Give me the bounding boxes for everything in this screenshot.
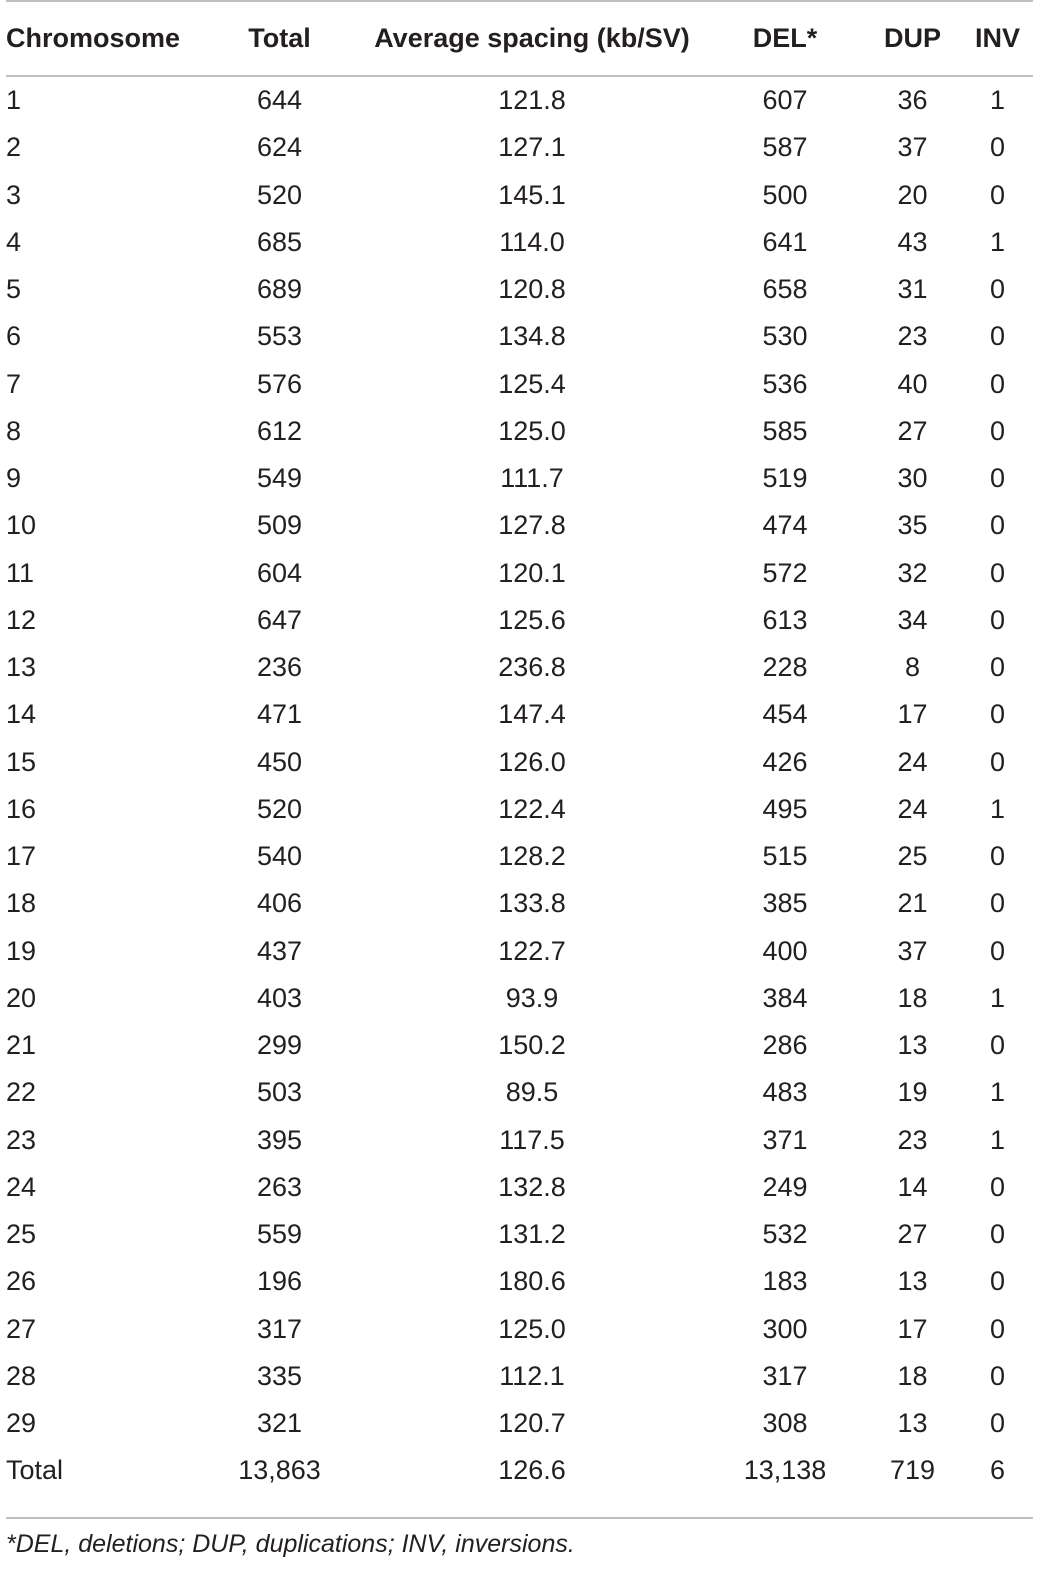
cell-dup: 18 xyxy=(897,982,928,1013)
cell-dup: 34 xyxy=(897,604,928,635)
cell-average-spacing: 125.0 xyxy=(498,1313,566,1344)
cell-dup: 21 xyxy=(897,888,928,919)
table-body xyxy=(6,77,1033,1495)
table-row xyxy=(6,1022,1033,1069)
cell-average-spacing: 125.0 xyxy=(498,415,566,446)
cell-del: 572 xyxy=(762,557,808,588)
cell-del: 300 xyxy=(762,1313,808,1344)
table-row xyxy=(6,1306,1033,1353)
cell-inv: 0 xyxy=(989,652,1006,683)
cell-del: 371 xyxy=(762,1124,808,1155)
cell-dup: 18 xyxy=(897,1360,928,1391)
cell-del: 474 xyxy=(762,510,808,541)
cell-del: 400 xyxy=(762,935,808,966)
table-row xyxy=(6,550,1033,597)
cell-total: 644 xyxy=(256,85,303,116)
cell-total: 335 xyxy=(256,1360,303,1391)
cell-dup: 13 xyxy=(897,1266,928,1297)
cell-total: 299 xyxy=(256,1030,303,1061)
cell-total: 520 xyxy=(256,179,303,210)
cell-dup: 19 xyxy=(897,1077,928,1108)
cell-chromosome: 27 xyxy=(6,1313,37,1344)
cell-chromosome: 17 xyxy=(6,841,37,872)
cell-inv: 0 xyxy=(989,1360,1006,1391)
cell-del: 530 xyxy=(762,321,808,352)
cell-total: 576 xyxy=(256,368,303,399)
cell-dup: 40 xyxy=(897,368,928,399)
cell-dup: 8 xyxy=(904,652,921,683)
cell-del: 500 xyxy=(762,179,808,210)
cell-total: 647 xyxy=(256,604,303,635)
table-row xyxy=(6,1069,1033,1116)
cell-dup: 27 xyxy=(897,415,928,446)
cell-del: 585 xyxy=(762,415,808,446)
cell-total: 236 xyxy=(256,652,303,683)
cell-del: 426 xyxy=(762,746,808,777)
cell-dup: 24 xyxy=(897,746,928,777)
table-row xyxy=(6,455,1033,502)
table-row xyxy=(6,739,1033,786)
column-header-total: Total xyxy=(248,23,311,53)
cell-total: 553 xyxy=(256,321,303,352)
cell-chromosome: 28 xyxy=(6,1360,37,1391)
cell-del: 641 xyxy=(762,226,808,257)
cell-inv: 0 xyxy=(989,1219,1006,1250)
cell-inv: 0 xyxy=(989,510,1006,541)
table-row xyxy=(6,928,1033,975)
cell-chromosome: 19 xyxy=(6,935,37,966)
cell-chromosome: 10 xyxy=(6,510,37,541)
column-header-average-spacing: Average spacing (kb/SV) xyxy=(374,23,690,53)
cell-total: 13,863 xyxy=(238,1455,321,1486)
cell-del: 249 xyxy=(762,1171,808,1202)
cell-chromosome: 12 xyxy=(6,604,37,635)
cell-dup: 31 xyxy=(897,274,928,305)
sv-chromosome-table xyxy=(6,0,1033,1495)
table-row xyxy=(6,361,1033,408)
cell-total: 509 xyxy=(256,510,303,541)
cell-average-spacing: 132.8 xyxy=(498,1171,566,1202)
cell-average-spacing: 122.4 xyxy=(498,793,566,824)
cell-chromosome: 8 xyxy=(6,415,22,446)
cell-dup: 13 xyxy=(897,1030,928,1061)
cell-average-spacing: 122.7 xyxy=(498,935,566,966)
cell-inv: 0 xyxy=(989,699,1006,730)
cell-total: 263 xyxy=(256,1171,303,1202)
cell-total: 689 xyxy=(256,274,303,305)
cell-average-spacing: 147.4 xyxy=(498,699,566,730)
cell-chromosome: 14 xyxy=(6,699,37,730)
cell-inv: 6 xyxy=(989,1455,1006,1486)
table-row xyxy=(6,266,1033,313)
cell-chromosome: 15 xyxy=(6,746,37,777)
cell-chromosome: 4 xyxy=(6,226,22,257)
cell-dup: 43 xyxy=(897,226,928,257)
cell-inv: 0 xyxy=(989,604,1006,635)
cell-average-spacing: 112.1 xyxy=(499,1360,565,1391)
cell-dup: 17 xyxy=(897,1313,928,1344)
cell-del: 607 xyxy=(762,85,808,116)
cell-chromosome: 16 xyxy=(6,793,37,824)
cell-dup: 37 xyxy=(897,132,928,163)
cell-dup: 13 xyxy=(897,1408,928,1439)
cell-chromosome: Total xyxy=(6,1455,64,1486)
cell-chromosome: 5 xyxy=(6,274,22,305)
cell-dup: 719 xyxy=(889,1455,936,1486)
table-row xyxy=(6,597,1033,644)
cell-del: 536 xyxy=(762,368,808,399)
cell-total: 559 xyxy=(256,1219,303,1250)
cell-dup: 20 xyxy=(897,179,928,210)
cell-inv: 0 xyxy=(989,415,1006,446)
cell-del: 228 xyxy=(762,652,808,683)
cell-total: 471 xyxy=(256,699,303,730)
cell-inv: 0 xyxy=(989,1266,1006,1297)
cell-inv: 0 xyxy=(989,132,1006,163)
cell-average-spacing: 89.5 xyxy=(505,1077,559,1108)
cell-inv: 0 xyxy=(989,1171,1006,1202)
table-row xyxy=(6,1211,1033,1258)
cell-del: 515 xyxy=(762,841,808,872)
column-header-inv: INV xyxy=(974,23,1020,53)
table-bottom-rule xyxy=(6,1517,1033,1519)
cell-del: 454 xyxy=(762,699,808,730)
cell-average-spacing: 120.7 xyxy=(498,1408,566,1439)
cell-dup: 35 xyxy=(897,510,928,541)
cell-inv: 0 xyxy=(989,463,1006,494)
table-row xyxy=(6,1353,1033,1400)
cell-chromosome: 29 xyxy=(6,1408,37,1439)
cell-dup: 25 xyxy=(897,841,928,872)
table-row xyxy=(6,1400,1033,1447)
table-row xyxy=(6,219,1033,266)
cell-average-spacing: 120.8 xyxy=(498,274,566,305)
cell-average-spacing: 127.1 xyxy=(498,132,566,163)
cell-average-spacing: 133.8 xyxy=(498,888,566,919)
cell-total: 604 xyxy=(256,557,303,588)
table-row xyxy=(6,644,1033,691)
cell-inv: 1 xyxy=(989,793,1006,824)
cell-del: 519 xyxy=(762,463,808,494)
cell-dup: 32 xyxy=(897,557,928,588)
cell-chromosome: 22 xyxy=(6,1077,37,1108)
cell-inv: 0 xyxy=(989,1408,1006,1439)
cell-average-spacing: 126.0 xyxy=(498,746,566,777)
cell-average-spacing: 111.7 xyxy=(500,463,564,494)
cell-chromosome: 9 xyxy=(6,463,22,494)
cell-del: 613 xyxy=(762,604,808,635)
cell-inv: 0 xyxy=(989,368,1006,399)
cell-average-spacing: 125.4 xyxy=(498,368,566,399)
cell-dup: 36 xyxy=(897,85,928,116)
cell-inv: 0 xyxy=(989,321,1006,352)
cell-del: 385 xyxy=(762,888,808,919)
table-row xyxy=(6,77,1033,124)
cell-average-spacing: 131.2 xyxy=(498,1219,566,1250)
cell-average-spacing: 134.8 xyxy=(498,321,566,352)
table-row xyxy=(6,172,1033,219)
cell-chromosome: 18 xyxy=(6,888,37,919)
table-row xyxy=(6,408,1033,455)
cell-chromosome: 25 xyxy=(6,1219,37,1250)
cell-chromosome: 6 xyxy=(6,321,22,352)
cell-inv: 1 xyxy=(989,1124,1006,1155)
cell-total: 520 xyxy=(256,793,303,824)
cell-dup: 14 xyxy=(897,1171,928,1202)
table-row xyxy=(6,1258,1033,1305)
cell-total: 403 xyxy=(256,982,303,1013)
cell-total: 540 xyxy=(256,841,303,872)
table-row xyxy=(6,975,1033,1022)
cell-inv: 0 xyxy=(989,557,1006,588)
cell-total: 196 xyxy=(256,1266,303,1297)
cell-inv: 0 xyxy=(989,179,1006,210)
cell-inv: 0 xyxy=(989,888,1006,919)
cell-average-spacing: 114.0 xyxy=(499,226,565,257)
cell-average-spacing: 236.8 xyxy=(498,652,566,683)
cell-chromosome: 3 xyxy=(6,179,22,210)
cell-total: 685 xyxy=(256,226,303,257)
table-row xyxy=(6,786,1033,833)
table-row xyxy=(6,1164,1033,1211)
cell-dup: 30 xyxy=(897,463,928,494)
cell-chromosome: 21 xyxy=(6,1030,37,1061)
cell-average-spacing: 125.6 xyxy=(498,604,566,635)
cell-average-spacing: 127.8 xyxy=(498,510,566,541)
cell-del: 286 xyxy=(762,1030,808,1061)
cell-inv: 0 xyxy=(989,1030,1006,1061)
cell-inv: 0 xyxy=(989,935,1006,966)
cell-inv: 0 xyxy=(989,1313,1006,1344)
cell-dup: 23 xyxy=(897,321,928,352)
cell-total: 395 xyxy=(256,1124,303,1155)
cell-total: 321 xyxy=(256,1408,303,1439)
cell-average-spacing: 145.1 xyxy=(498,179,566,210)
table-header-row xyxy=(6,0,1033,77)
cell-del: 587 xyxy=(762,132,808,163)
cell-total: 612 xyxy=(256,415,303,446)
cell-chromosome: 1 xyxy=(6,85,22,116)
cell-average-spacing: 93.9 xyxy=(505,982,559,1013)
cell-average-spacing: 180.6 xyxy=(498,1266,566,1297)
cell-average-spacing: 121.8 xyxy=(498,85,566,116)
cell-del: 183 xyxy=(762,1266,808,1297)
cell-inv: 1 xyxy=(989,982,1006,1013)
table-row xyxy=(6,880,1033,927)
cell-inv: 1 xyxy=(989,85,1006,116)
column-header-del: DEL* xyxy=(752,23,818,53)
cell-dup: 27 xyxy=(897,1219,928,1250)
cell-inv: 1 xyxy=(989,226,1006,257)
table-footnote: *DEL, deletions; DUP, duplications; INV, inversions. xyxy=(6,1530,575,1558)
column-header-chromosome: Chromosome xyxy=(6,23,181,53)
table-row xyxy=(6,502,1033,549)
cell-del: 13,138 xyxy=(743,1455,827,1486)
cell-total: 406 xyxy=(256,888,303,919)
cell-chromosome: 2 xyxy=(6,132,22,163)
cell-chromosome: 13 xyxy=(6,652,37,683)
table-row xyxy=(6,1117,1033,1164)
cell-average-spacing: 126.6 xyxy=(498,1455,566,1486)
cell-inv: 0 xyxy=(989,841,1006,872)
cell-total: 317 xyxy=(256,1313,303,1344)
cell-del: 483 xyxy=(762,1077,808,1108)
column-header-dup: DUP xyxy=(883,23,941,53)
table-total-row xyxy=(6,1447,1033,1494)
cell-inv: 0 xyxy=(989,746,1006,777)
cell-dup: 17 xyxy=(897,699,928,730)
table-row xyxy=(6,833,1033,880)
cell-inv: 1 xyxy=(989,1077,1006,1108)
table-row xyxy=(6,313,1033,360)
cell-total: 450 xyxy=(256,746,303,777)
cell-average-spacing: 150.2 xyxy=(498,1030,566,1061)
cell-total: 503 xyxy=(256,1077,303,1108)
cell-chromosome: 26 xyxy=(6,1266,37,1297)
cell-del: 317 xyxy=(762,1360,808,1391)
table-row xyxy=(6,691,1033,738)
cell-total: 549 xyxy=(256,463,303,494)
cell-chromosome: 23 xyxy=(6,1124,37,1155)
cell-total: 624 xyxy=(256,132,303,163)
cell-chromosome: 20 xyxy=(6,982,37,1013)
cell-del: 532 xyxy=(762,1219,808,1250)
cell-average-spacing: 128.2 xyxy=(498,841,566,872)
cell-del: 308 xyxy=(762,1408,808,1439)
cell-del: 658 xyxy=(762,274,808,305)
cell-average-spacing: 120.1 xyxy=(498,557,566,588)
cell-del: 495 xyxy=(762,793,808,824)
cell-dup: 24 xyxy=(897,793,928,824)
cell-dup: 23 xyxy=(897,1124,928,1155)
cell-chromosome: 11 xyxy=(6,557,35,588)
cell-chromosome: 7 xyxy=(6,368,22,399)
cell-average-spacing: 117.5 xyxy=(499,1124,565,1155)
cell-inv: 0 xyxy=(989,274,1006,305)
cell-total: 437 xyxy=(256,935,303,966)
cell-dup: 37 xyxy=(897,935,928,966)
cell-del: 384 xyxy=(762,982,808,1013)
cell-chromosome: 24 xyxy=(6,1171,37,1202)
table-row xyxy=(6,124,1033,171)
